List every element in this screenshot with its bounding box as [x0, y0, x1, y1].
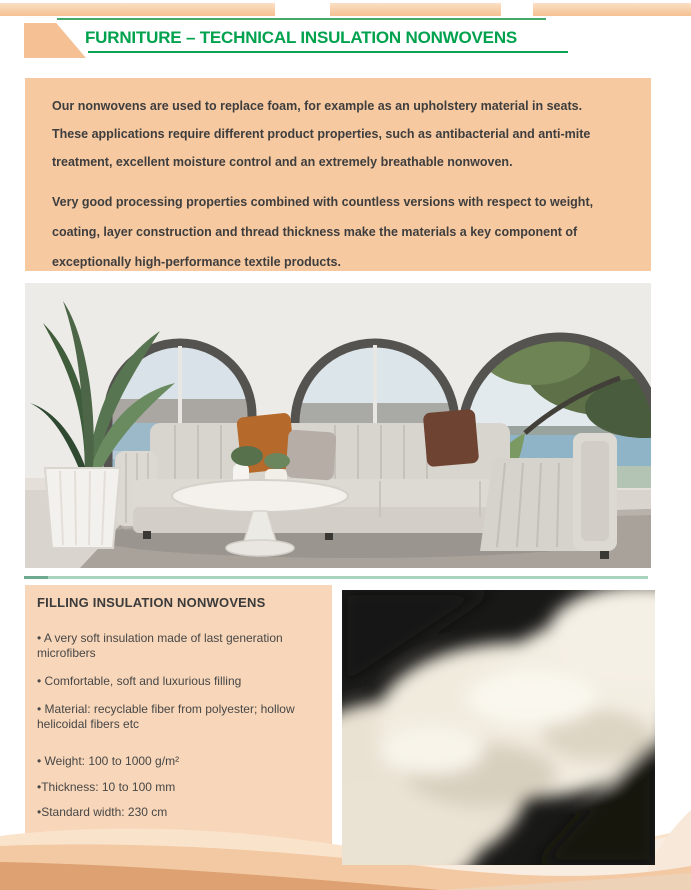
page-title: FURNITURE – TECHNICAL INSULATION NONWOVENS [85, 28, 518, 47]
header-top-line [57, 18, 546, 20]
top-bar-decoration [330, 3, 501, 16]
intro-text-box [25, 78, 651, 271]
bullet-thickness: •Thickness: 10 to 100 mm [37, 780, 176, 794]
top-bar-decoration [533, 3, 691, 16]
intro-paragraph-2: Very good processing properties combined with countless versions with respect to weight, coating, layer construction and thread thickness make the materials a key component of exceptionally high-performance textile products. [52, 195, 594, 269]
bullet-soft-insulation: • A very soft insulation made of last generation microfibers [37, 631, 283, 660]
bullet-weight: • Weight: 100 to 1000 g/m² [37, 754, 180, 768]
title-underline [88, 51, 568, 53]
intro-paragraph-1: Our nonwovens are used to replace foam, for example as an upholstery material in seats. These applications require different product properties, such as antibacterial and anti-mite treatment, excellent moisture control and an extremely breathable nonwoven. [52, 99, 591, 169]
separator-line [24, 576, 648, 579]
bullet-standard-width: •Standard width: 230 cm [37, 805, 168, 819]
top-bar-decoration [0, 3, 275, 16]
sofa-photo [25, 283, 651, 568]
filling-section-heading: FILLING INSULATION NONWOVENS [37, 595, 266, 610]
separator-line-cap [24, 576, 48, 579]
bullet-material: • Material: recyclable fiber from polyester; hollow helicoidal fibers etc [37, 702, 295, 731]
fiber-photo [342, 590, 655, 865]
header-accent-shape [24, 23, 86, 58]
bullet-comfortable: • Comfortable, soft and luxurious filling [37, 674, 242, 688]
